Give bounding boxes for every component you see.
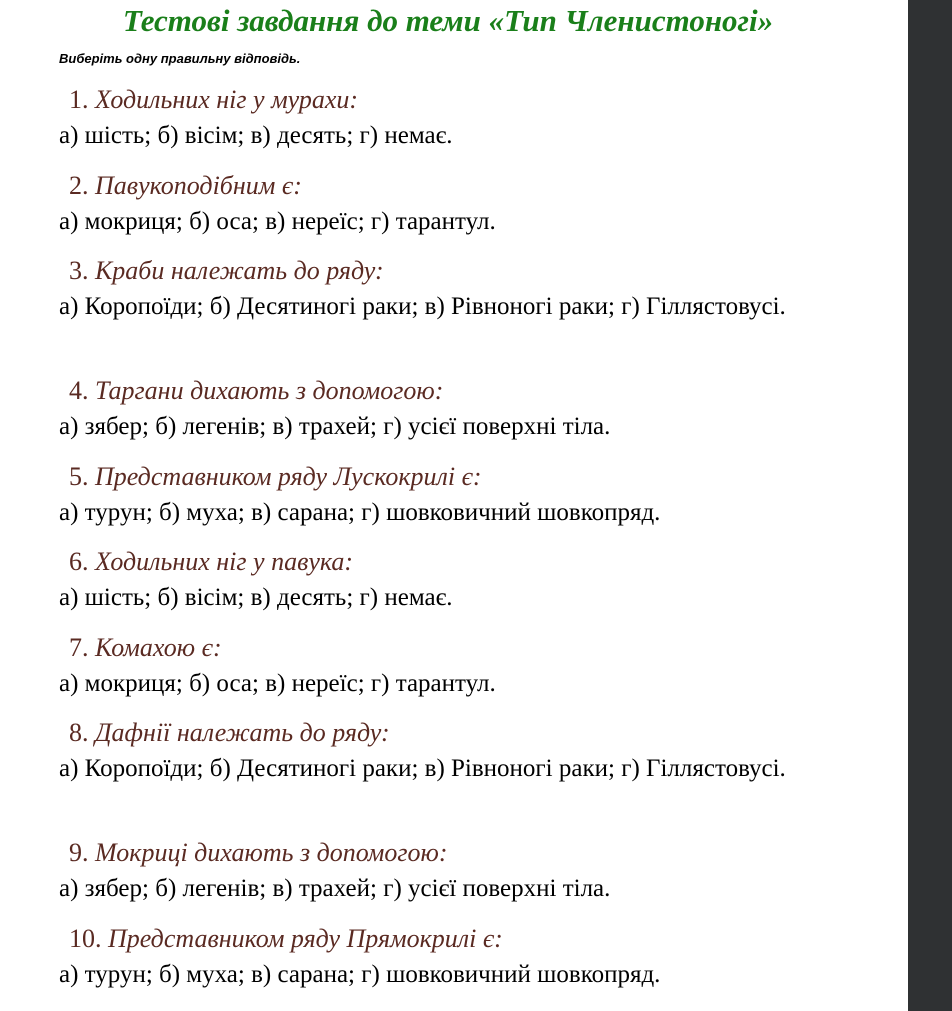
answer-options: а) зябер; б) легенів; в) трахей; г) усієї поверхні тіла.	[59, 413, 611, 440]
question-number: 1.	[69, 85, 89, 114]
answer-options: а) зябер; б) легенів; в) трахей; г) усієї поверхні тіла.	[59, 875, 611, 902]
question-number: 2.	[69, 171, 89, 200]
question-text: Представником ряду Лускокрилі є:	[95, 462, 482, 491]
answer-options: а) Коропоїди; б) Десятиногі раки; в) Рівноногі раки; г) Гіллястовусі.	[59, 755, 786, 782]
question-number: 9.	[69, 838, 89, 867]
question-number: 7.	[69, 633, 89, 662]
question-text: Мокриці дихають з допомогою:	[95, 838, 448, 867]
question-text: Представником ряду Прямокрилі є:	[108, 924, 503, 953]
question-7	[59, 632, 839, 700]
answer-options: а) мокриця; б) оса; в) нереїс; г) тарантул.	[59, 208, 496, 235]
question-text: Дафнії належать до ряду:	[95, 718, 390, 747]
answer-options: а) Коропоїди; б) Десятиногі раки; в) Рівноногі раки; г) Гіллястовусі.	[59, 293, 786, 320]
question-number: 3.	[69, 256, 89, 285]
question-text: Ходильних ніг у павука:	[95, 547, 354, 576]
question-number: 6.	[69, 547, 89, 576]
question-3	[59, 255, 839, 323]
question-text: Таргани дихають з допомогою:	[95, 376, 444, 405]
question-2	[59, 170, 839, 238]
answer-options: а) турун; б) муха; в) сарана; г) шовковичний шовкопряд.	[59, 499, 661, 526]
question-number: 4.	[69, 376, 89, 405]
answer-options: а) турун; б) муха; в) сарана; г) шовковичний шовкопряд.	[59, 961, 661, 988]
question-1	[59, 84, 839, 152]
question-text: Комахою є:	[95, 633, 222, 662]
page-title: Тестові завдання до теми «Тип Членистоногі»	[122, 3, 774, 38]
question-9	[59, 837, 839, 905]
question-text: Павукоподібним є:	[95, 171, 302, 200]
question-number: 5.	[69, 462, 89, 491]
viewer-side-panel	[908, 0, 952, 1011]
question-8	[59, 717, 839, 785]
instruction-text: Виберіть одну правильну відповідь.	[59, 51, 301, 66]
question-10	[59, 923, 839, 991]
question-number: 8.	[69, 718, 89, 747]
question-5	[59, 461, 839, 529]
answer-options: а) шість; б) вісім; в) десять; г) немає.	[59, 122, 453, 149]
answer-options: а) мокриця; б) оса; в) нереїс; г) тарантул.	[59, 670, 496, 697]
question-6	[59, 546, 839, 614]
question-text: Ходильних ніг у мурахи:	[95, 85, 359, 114]
question-4	[59, 375, 839, 443]
question-text: Краби належать до ряду:	[95, 256, 384, 285]
question-number: 10.	[69, 924, 102, 953]
answer-options: а) шість; б) вісім; в) десять; г) немає.	[59, 584, 453, 611]
